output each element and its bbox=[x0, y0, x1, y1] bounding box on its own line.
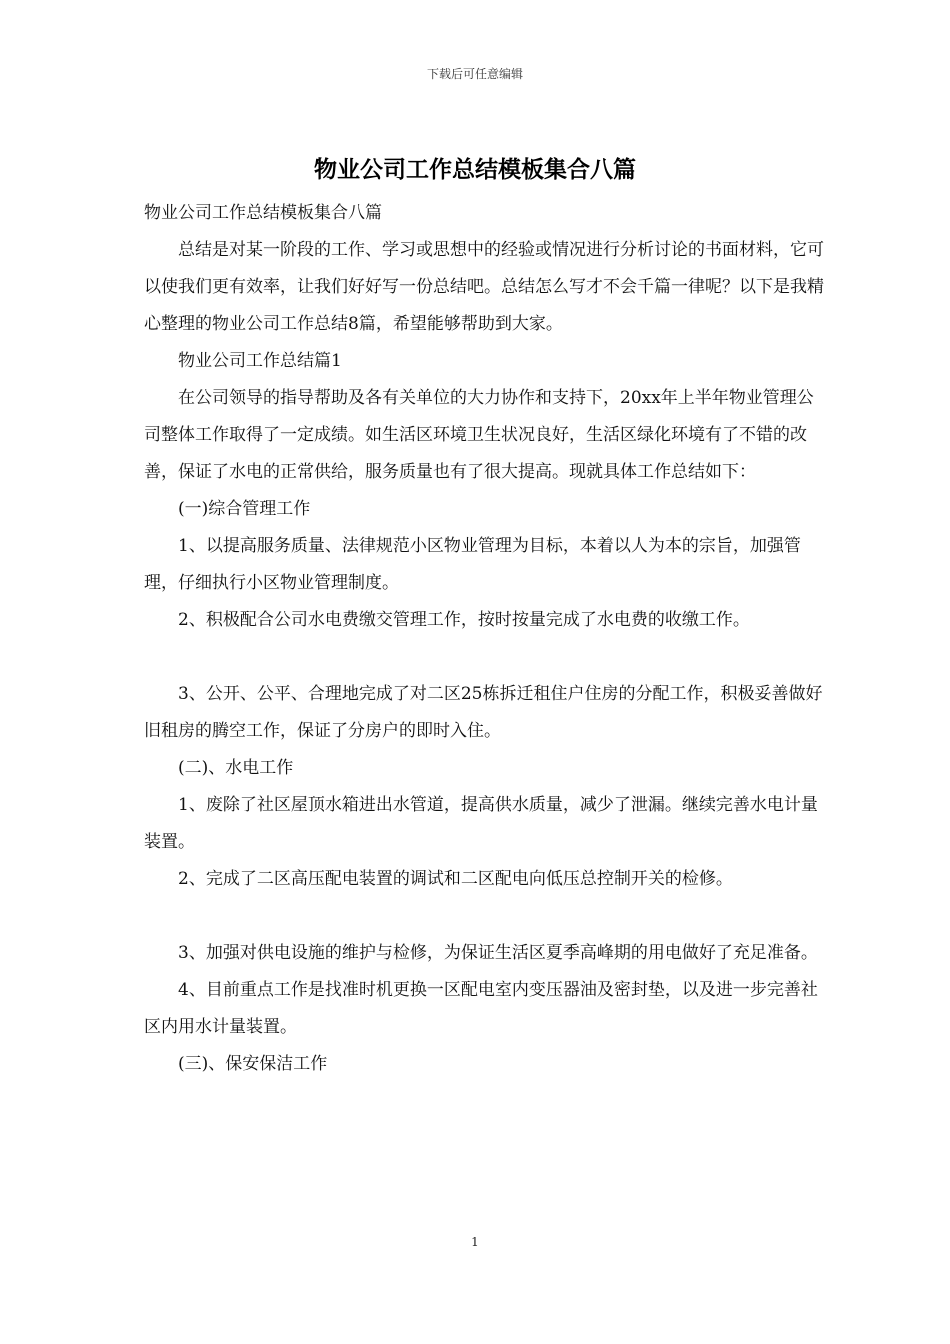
list-item: 2、完成了二区高压配电装置的调试和二区配电向低压总控制开关的检修。 bbox=[178, 869, 733, 889]
subtitle-paragraph: 物业公司工作总结模板集合八篇 bbox=[144, 203, 382, 223]
page-number: 1 bbox=[471, 1235, 479, 1249]
paragraph-spacer bbox=[144, 898, 824, 935]
body-paragraph: 在公司领导的指导帮助及各有关单位的大力协作和支持下，20xx年上半年物业管理公司整体工作取得了一定成绩。如生活区环境卫生状况良好，生活区绿化环境有了不错的改善，保证了水电的正常供给，服务质量也有了很大提高。现就具体工作总结如下： bbox=[144, 388, 814, 482]
document-title: 物业公司工作总结模板集合八篇 bbox=[314, 156, 636, 183]
section-heading: 物业公司工作总结篇1 bbox=[178, 351, 342, 371]
subsection-heading: (三)、保安保洁工作 bbox=[178, 1054, 328, 1074]
list-item: 2、积极配合公司水电费缴交管理工作，按时按量完成了水电费的收缴工作。 bbox=[178, 610, 750, 630]
list-item: 3、公开、公平、合理地完成了对二区25栋拆迁租住户住房的分配工作，积极妥善做好旧租房的腾空工作，保证了分房户的即时入住。 bbox=[144, 684, 823, 741]
list-item: 1、以提高服务质量、法律规范小区物业管理为目标，本着以人为本的宗旨，加强管理，仔细执行小区物业管理制度。 bbox=[144, 536, 801, 593]
subsection-heading: (二)、水电工作 bbox=[178, 758, 294, 778]
list-item: 3、加强对供电设施的维护与检修，为保证生活区夏季高峰期的用电做好了充足准备。 bbox=[178, 943, 818, 963]
subsection-heading: (一)综合管理工作 bbox=[178, 499, 311, 519]
paragraph-spacer bbox=[144, 639, 824, 676]
list-item: 4、目前重点工作是找准时机更换一区配电室内变压器油及密封垫，以及进一步完善社区内用水计量装置。 bbox=[144, 980, 818, 1037]
document-body bbox=[144, 195, 824, 1083]
intro-paragraph: 总结是对某一阶段的工作、学习或思想中的经验或情况进行分析讨论的书面材料，它可以使我们更有效率，让我们好好写一份总结吧。总结怎么写才不会千篇一律呢？以下是我精心整理的物业公司工作总结8篇，希望能够帮助到大家。 bbox=[144, 240, 824, 334]
list-item: 1、废除了社区屋顶水箱进出水管道，提高供水质量，减少了泄漏。继续完善水电计量装置。 bbox=[144, 795, 818, 852]
header-note: 下载后可任意编辑 bbox=[426, 67, 523, 81]
